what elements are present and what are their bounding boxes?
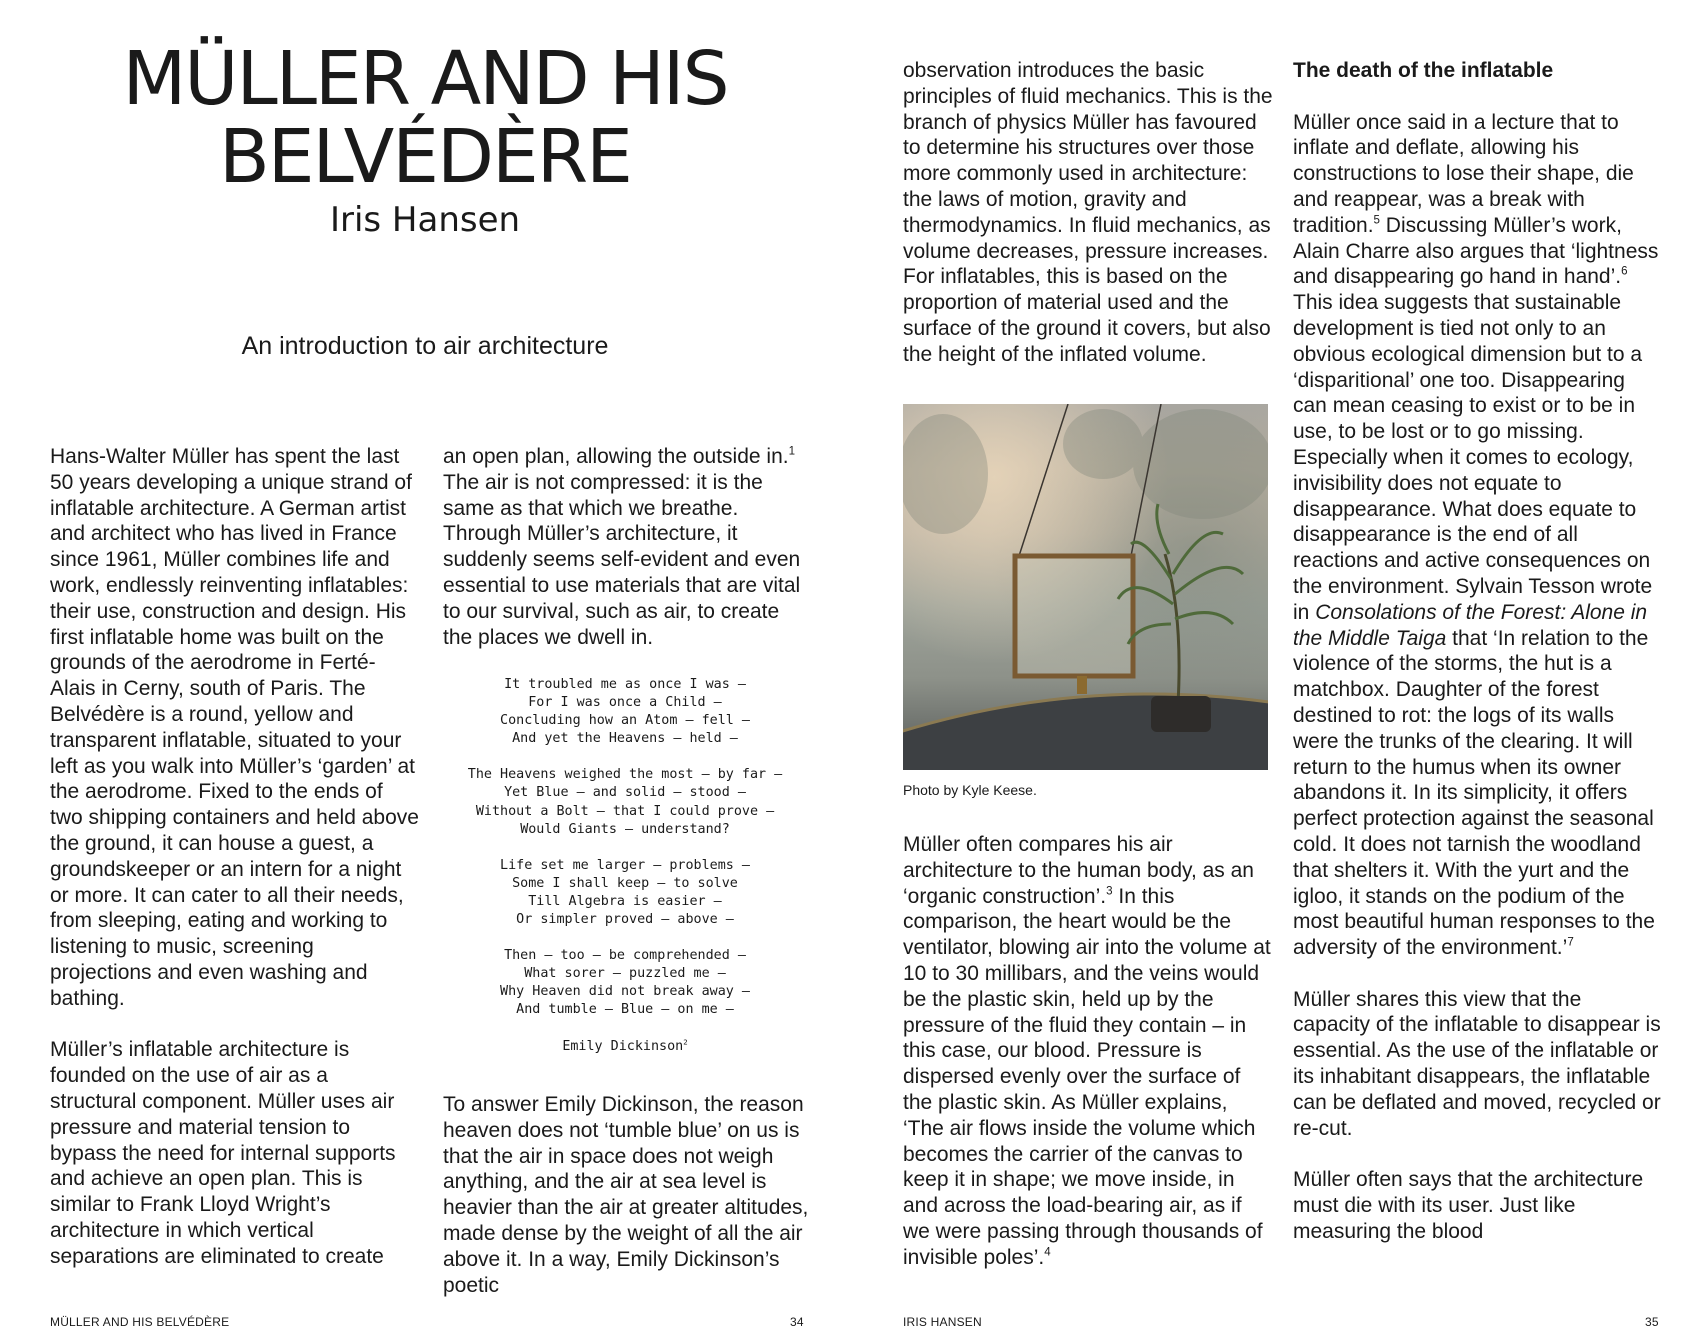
article-subtitle: An introduction to air architecture [241,332,609,360]
text-run: Müller often compares his air architecture to the human body, as an ‘organic construction’. [903,833,1254,908]
paragraph: Müller’s inflatable architecture is founded on the use of air as a structural component. Müller uses air pressure and material tension to bypass the need for internal supports and achieve an open plan. This is similar to Frank Lloyd Wright’s architecture in which vertical separations are eliminated to create [50,1038,396,1268]
paragraph [443,444,813,650]
page-number: 34 [790,1315,804,1329]
column-3-bottom [903,832,1273,1271]
text-run: an open plan, allowing the outside in. [443,445,789,468]
column-1 [50,444,420,1270]
window-photo [903,404,1268,770]
tree-silhouettes [903,409,1268,534]
poem-stanza [430,947,820,1019]
poem-line: What sorer – puzzled me – [524,966,726,982]
footnote-marker: 1 [788,445,796,458]
column-2-top [443,444,813,650]
poem-line: Would Giants – understand? [520,821,730,837]
poem-line: Some I shall keep – to solve [512,875,738,891]
text-run: that ‘In relation to the violence of the storms, the hut is a matchbox. Daughter of the forest destined to rot: the logs of its walls were the trunks of the clearing. It will return to the humus when its owner abandons it. In its simplicity, it offers perfect protection against the seasonal cold. It does not tarnish the woodland that shelters it. With the yurt and the igloo, it stands on the podium of the most beautiful human responses to the adversity of the environment.’ [1293,626,1655,960]
poem-stanza [430,676,820,748]
poem-quote [430,676,820,1056]
hanging-frame [1015,556,1133,676]
paragraph [1293,110,1663,961]
poem-line: The Heavens weighed the most – by far – [467,767,783,783]
text-run: In this comparison, the heart would be the ventilator, blowing air into the volume at 10 to 30 millibars, and the veins would be the plastic skin, held up by the pressure of the fluid they contain – in this case, our blood. Pressure is dispersed evenly over the surface of the plastic skin. As Müller explains, ‘The air flows inside the volume which becomes the carrier of the canvas to keep it in shape; we move inside, in and across the load-bearing air, as if we were passing through thousands of invisible poles’. [903,884,1271,1269]
running-footer-author: IRIS HANSEN [903,1315,982,1329]
poem-line: Till Algebra is easier – [528,893,722,909]
author-name: Iris Hansen [329,200,521,240]
poem-line: And tumble – Blue – on me – [516,1002,734,1018]
text-run: Discussing Müller’s work, Alain Charre also argues that ‘lightness and disappearing go hand in hand’. [1293,213,1659,289]
poem-line: Or simpler proved – above – [516,912,734,928]
poem-attribution [430,1038,820,1056]
poem-stanza [430,857,820,929]
footnote-marker: 2 [683,1036,688,1046]
footnote-marker: 3 [1106,884,1113,897]
text-run: This idea suggests that sustainable development is tied not only to an obvious ecological dimension but to a ‘disparitional’ one too. Disappearing can mean ceasing to exist or to be in use, to be lost or to go missing. Especially when it comes to ecology, invisibility does not equate to disappearance. What does equate to disappearance is the end of all reactions and active consequences on the environment. Sylvain Tesson wrote in [1293,291,1653,624]
poem-line: Without a Bolt – that I could prove – [475,803,775,819]
column-4 [1293,58,1663,1245]
paragraph [903,832,1273,1271]
frame-stand [1077,676,1087,694]
footnote-marker: 7 [1567,936,1574,949]
running-footer-title: MÜLLER AND HIS BELVÉDÈRE [50,1315,230,1329]
poem-line: Yet Blue – and solid – stood – [504,785,746,801]
poem-line: And yet the Heavens – held – [512,731,738,747]
column-3-top [903,58,1273,368]
footnote-marker: 5 [1373,214,1380,227]
hanging-wire [1019,404,1068,556]
section-heading: The death of the inflatable [1293,59,1554,82]
poem-line: Concluding how an Atom – fell – [500,713,750,729]
text-run: The air is not compressed: it is the same as that which we breathe. Through Müller’s architecture, it suddenly seems self-evident and even essential to use materials that are vital to our survival, such as air, to create the places we dwell in. [443,470,801,649]
photo-illustration [903,404,1268,770]
paragraph: Müller often says that the architecture must die with its user. Just like measuring the blood [1293,1168,1644,1243]
photo-caption: Photo by Kyle Keese. [903,782,1037,798]
poem-line: It troubled me as once I was – [504,677,746,692]
poem-stanza [430,766,820,838]
poem-author-name: Emily Dickinson [562,1038,684,1054]
poem-line: Then – too – be comprehended – [504,948,746,964]
page-number: 35 [1645,1315,1659,1329]
text-run: Müller once said in a lecture that to inflate and deflate, allowing his constructions to lose their shape, die and reappear, was a break with tradition. [1293,110,1634,237]
poem-line: For I was once a Child – [528,695,722,711]
footnote-marker: 6 [1621,265,1628,278]
paragraph: To answer Emily Dickinson, the reason heaven does not ‘tumble blue’ on us is that the air in space does not weigh anything, and the air at sea level is heavier than the air at greater altitudes, made dense by the weight of all the air above it. In a way, Emily Dickinson’s poetic [443,1093,809,1297]
paragraph: Müller shares this view that the capacity of the inflatable to disappear is essential. As the use of the inflatable or its inhabitant disappears, the inflatable can be deflated and moved, recycled or re-cut. [1293,987,1661,1140]
poem-line: Life set me larger – problems – [500,857,750,873]
article-title [60,36,790,200]
title-line-2: BELVÉDÈRE [219,114,631,200]
footnote-marker: 4 [1044,1246,1051,1259]
paragraph: Hans-Walter Müller has spent the last 50 years developing a unique strand of inflatable architecture. A German artist and architect who has lived in France since 1961, Müller combines life and work, endlessly reinventing inflatables: their use, construction and design. His first inflatable home was built on the grounds of the aerodrome in Ferté-Alais in Cerny, south of Paris. The Belvédère is a round, yellow and transparent inflatable, situated to your left as you walk into Müller’s ‘garden’ at the aerodrome. Fixed to the ends of two shipping containers and held above the ground, it can house a guest, a groundskeeper or an intern for a night or more. It can cater to all their needs, from sleeping, eating and working to listening to music, screening projections and even washing and bathing. [50,445,419,1010]
sill [903,694,1268,770]
column-2-bottom [443,1092,813,1298]
poem-line: Why Heaven did not break away – [500,984,750,1000]
title-line-1: MÜLLER AND HIS [122,36,728,122]
paragraph: observation introduces the basic principles of fluid mechanics. This is the branch of physics Müller has favoured to determine his structures over those more commonly used in architecture: the laws of motion, gravity and thermodynamics. In fluid mechanics, as volume decreases, pressure increases. For inflatables, this is based on the proportion of material used and the surface of the ground it covers, but also the height of the inflated volume. [903,59,1273,366]
book-title: Consolations of the Forest: Alone in the Middle Taiga [1293,600,1648,650]
right-page [850,0,1700,1336]
